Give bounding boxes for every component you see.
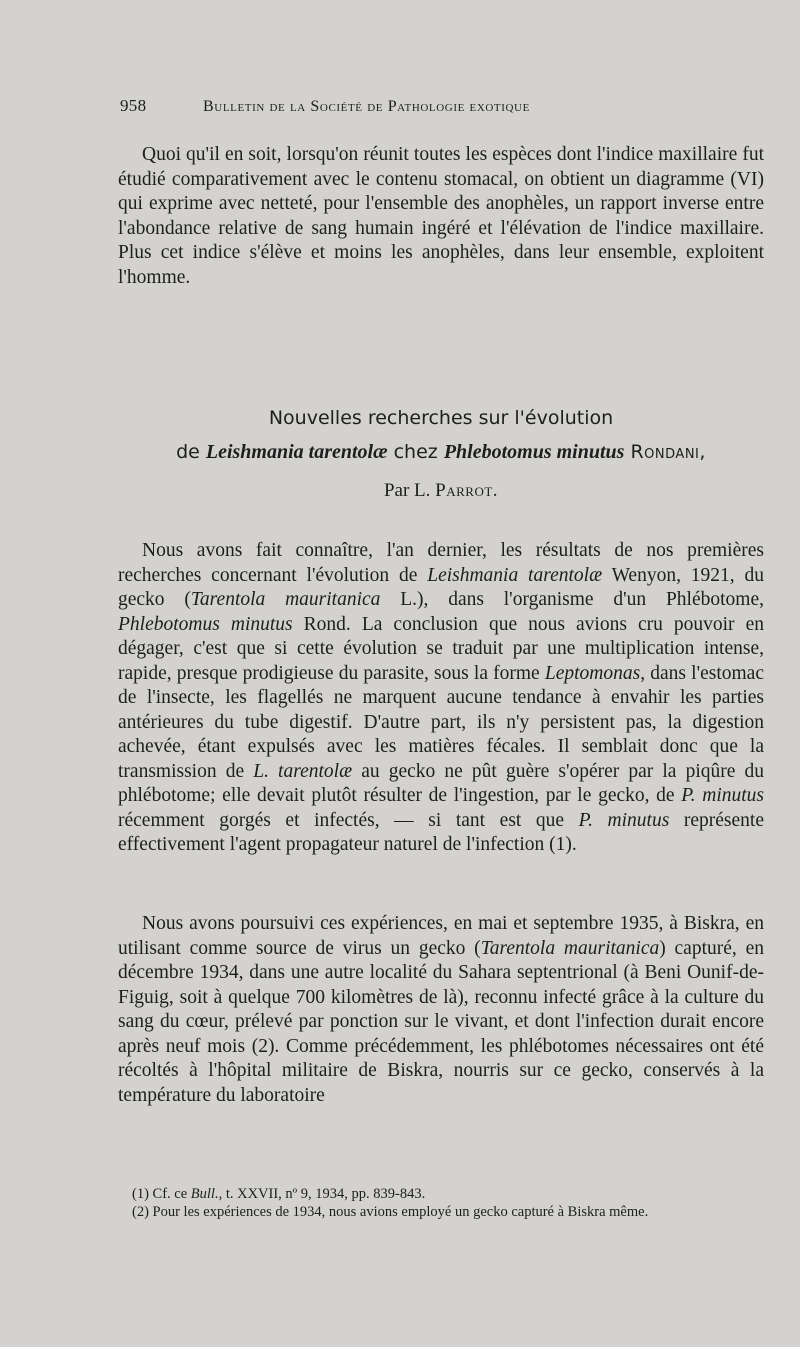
taxon-name: Leptomonas <box>544 662 641 684</box>
title-author-name: Rondani, <box>630 441 706 463</box>
body-paragraph-1 <box>118 539 764 858</box>
intro-paragraph-text: Quoi qu'il en soit, lorsqu'on réunit toutes les espèces dont l'indice maxillaire fut étudié comparativement avec le contenu stomacal, on obtient un diagramme (VI) qui exprime avec netteté, pour l'ensemble des anophèles, un rapport inverse entre l'abondance relative de sang humain ingéré et l'élévation de l'indice maxillaire. Plus cet indice s'élève et moins les anophèles, dans leur ensemble, exploitent l'homme. <box>118 144 764 288</box>
body-paragraph-2 <box>118 912 764 1108</box>
footnote-2: (2) Pour les expériences de 1934, nous avions employé un gecko capturé à Biskra même. <box>132 1204 649 1220</box>
text-run: (1) Cf. ce <box>132 1186 191 1202</box>
text-run: au gecko ne pût guère s'opérer par la piqûre du phlébotome; elle devait plutôt résulter de l'ingestion, par le gecko, de <box>118 760 765 806</box>
text-run: ) capturé, en décembre 1934, dans une autre localité du Sahara septentrional (à Beni Ounif-de-Figuig, soit à quelque 700 kilomètres de là), reconnu infecté grâce à la culture du sang du cœur, prélevé par ponction sur le vivant, et dont l'infection durait encore après neuf mois (2). Comme précédemment, les phlébotomes nécessaires ont été récoltés à l'hôpital militaire de Biskra, nourris sur ce gecko, conservés à la température du laboratoire <box>118 937 764 1106</box>
body-paragraph-1-text <box>118 539 764 858</box>
text-run: Wenyon, 1921, du gecko ( <box>118 564 764 610</box>
taxon-name: Phlebotomus minutus <box>118 613 293 635</box>
taxon-name: Tarentola mauritanica <box>480 937 660 959</box>
taxon-name: P. minutus <box>681 785 764 806</box>
text-run: récemment gorgés et infectés, — si tant est que <box>118 809 579 831</box>
text-run: L.), dans l'organisme d'un Phlébotome, <box>380 589 764 610</box>
text-run: Nous avons poursuivi ces expériences, en mai et septembre 1935, à Biskra, en utilisant comme source de virus un gecko ( <box>118 913 764 959</box>
footnotes <box>118 1185 764 1221</box>
journal-title: Bulletin de la Société de Pathologie exotique <box>203 98 530 115</box>
text-run: représente effectivement l'agent propagateur naturel de l'infection (1). <box>118 809 764 855</box>
journal-abbrev: Bull. <box>190 1186 219 1202</box>
taxon-name: Tarentola mauritanica <box>190 589 381 610</box>
intro-paragraph <box>118 143 764 290</box>
article-title-text: Nouvelles recherches sur l'évolution <box>268 407 614 429</box>
text-run: Nous avons fait connaître, l'an dernier, les résultats de nos premières recherches concernant l'évolution de <box>118 540 764 586</box>
footnote-1 <box>118 1185 764 1203</box>
title-species: Leishmania tarentolæ <box>205 441 388 463</box>
article-title-line1 <box>118 403 764 434</box>
taxon-name: Leishmania tarentolæ <box>427 564 603 586</box>
article-title-line2 <box>118 437 764 468</box>
taxon-name: P. minutus <box>578 809 670 831</box>
title-word-chez: chez <box>393 441 438 463</box>
byline-name: Parrot. <box>435 480 499 501</box>
text-run: Rond. La conclusion que nous avions cru pouvoir en dégager, c'est que si cette évolution se traduit par une multiplication intense, rapide, presque prodigieuse du parasite, sous la forme <box>118 613 764 684</box>
text-run: , t. XXVII, nº 9, 1934, pp. 839-843. <box>218 1186 426 1202</box>
taxon-name: L. tarentolæ <box>253 760 353 782</box>
page-number: 958 <box>120 96 147 115</box>
byline-prefix: Par L. <box>383 480 431 501</box>
title-vector: Phlebotomus minutus <box>443 441 625 463</box>
title-word-de: de <box>176 441 200 463</box>
body-paragraph-2-text <box>118 912 764 1108</box>
byline <box>118 480 764 502</box>
text-run: , dans l'estomac de l'insecte, les flagellés ne marquent aucune tendance à envahir les parties antérieures du tube digestif. D'autre part, ils n'y persistent pas, la digestion achevée, étant expulsés avec les matières fécales. Il semblait donc que la transmission de <box>118 662 764 782</box>
